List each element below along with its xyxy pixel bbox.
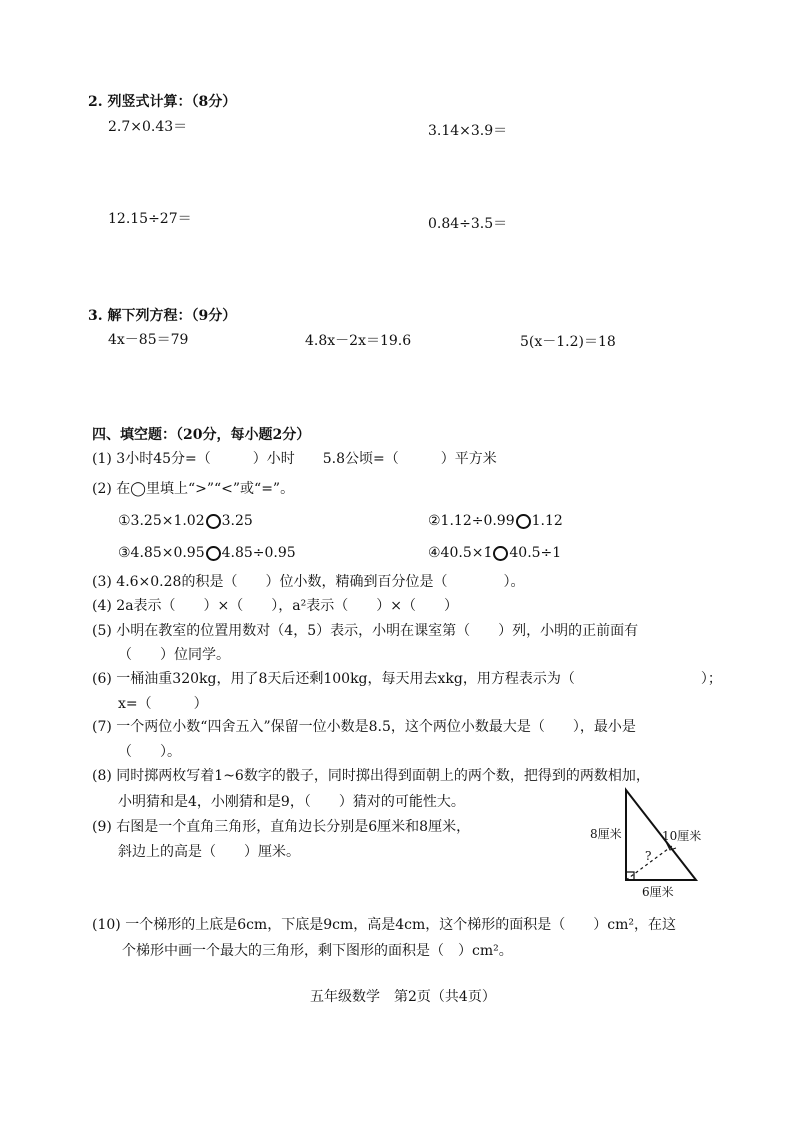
section2-title: 2. 列竖式计算：（8分） (88, 94, 237, 110)
compare-circle-2[interactable] (516, 514, 531, 529)
equation-1: 4x－85＝79 (108, 332, 189, 348)
label-question-mark: ? (645, 849, 652, 863)
calc-item-3: 12.15÷27＝ (108, 211, 192, 227)
question-6-line-2: x=（ ） (118, 696, 208, 712)
question-2: (2) 在◯里填上“>”“<”或“=”。 (92, 481, 295, 497)
question-10-line-2: 个梯形中画一个最大的三角形，剩下图形的面积是（ ）cm²。 (122, 943, 513, 959)
label-8cm: 8厘米 (590, 827, 622, 841)
section3-title: 3. 解下列方程：（9分） (88, 308, 237, 324)
compare-item-4: ④40.5×1̇ 40.5÷1 (428, 545, 562, 561)
equation-3: 5(x－1.2)＝18 (520, 334, 616, 350)
right-triangle-figure (586, 784, 716, 904)
calc-item-4: 0.84÷3.5＝ (428, 216, 508, 232)
question-10-line-1: (10) 一个梯形的上底是6cm，下底是9cm，高是4cm，这个梯形的面积是（ ）cm²，在这 (92, 917, 676, 933)
question-7-line-2: （ ）。 (118, 744, 181, 760)
equation-2: 4.8x－2x＝19.6 (305, 333, 412, 349)
question-9-line-2: 斜边上的高是（ ）厘米。 (118, 844, 300, 860)
question-9-line-1: (9) 右图是一个直角三角形，直角边长分别是6厘米和8厘米， (92, 819, 471, 835)
question-8-line-1: (8) 同时掷两枚写着1~6数字的骰子，同时掷出得到面朝上的两个数，把得到的两数相加， (92, 768, 650, 784)
compare-item-2: ②1.12÷0.99 1.12 (428, 513, 563, 529)
compare-item-1: ①3.25×1.02 3.25 (118, 513, 253, 529)
compare-circle-3[interactable] (206, 546, 221, 561)
page-footer: 五年级数学 第2页（共4页） (310, 989, 496, 1005)
question-7-line-1: (7) 一个两位小数“四舍五入”保留一位小数是8.5，这个两位小数最大是（ ），最小是 (92, 719, 636, 735)
question-5-line-1: (5) 小明在教室的位置用数对（4，5）表示，小明在课室第（ ）列，小明的正前面有 (92, 623, 639, 639)
compare-circle-4[interactable] (493, 546, 508, 561)
section4-title: 四、填空题：（20分，每小题2分） (92, 427, 311, 443)
calc-item-2: 3.14×3.9＝ (428, 123, 508, 139)
question-8-line-2: 小明猜和是4，小刚猜和是9，（ ）猜对的可能性大。 (118, 794, 465, 810)
question-1: (1) 3小时45分=（ ）小时 5.8公顷=（ ）平方米 (92, 451, 497, 467)
question-3: (3) 4.6×0.28的积是（ ）位小数，精确到百分位是（ ）。 (92, 574, 525, 590)
label-6cm: 6厘米 (642, 885, 674, 899)
question-4: (4) 2a表示（ ）×（ ），a²表示（ ）×（ ） (92, 598, 458, 614)
question-5-line-2: （ ）位同学。 (118, 647, 230, 663)
calc-item-1: 2.7×0.43＝ (108, 119, 188, 135)
compare-item-3: ③4.85×0.95 4.85÷0.95 (118, 545, 296, 561)
compare-circle-1[interactable] (206, 514, 221, 529)
label-10cm: 10厘米 (662, 829, 702, 843)
question-6-line-1: (6) 一桶油重320kg，用了8天后还剩100kg，每天用去xkg，用方程表示为（ ）； (92, 671, 722, 687)
